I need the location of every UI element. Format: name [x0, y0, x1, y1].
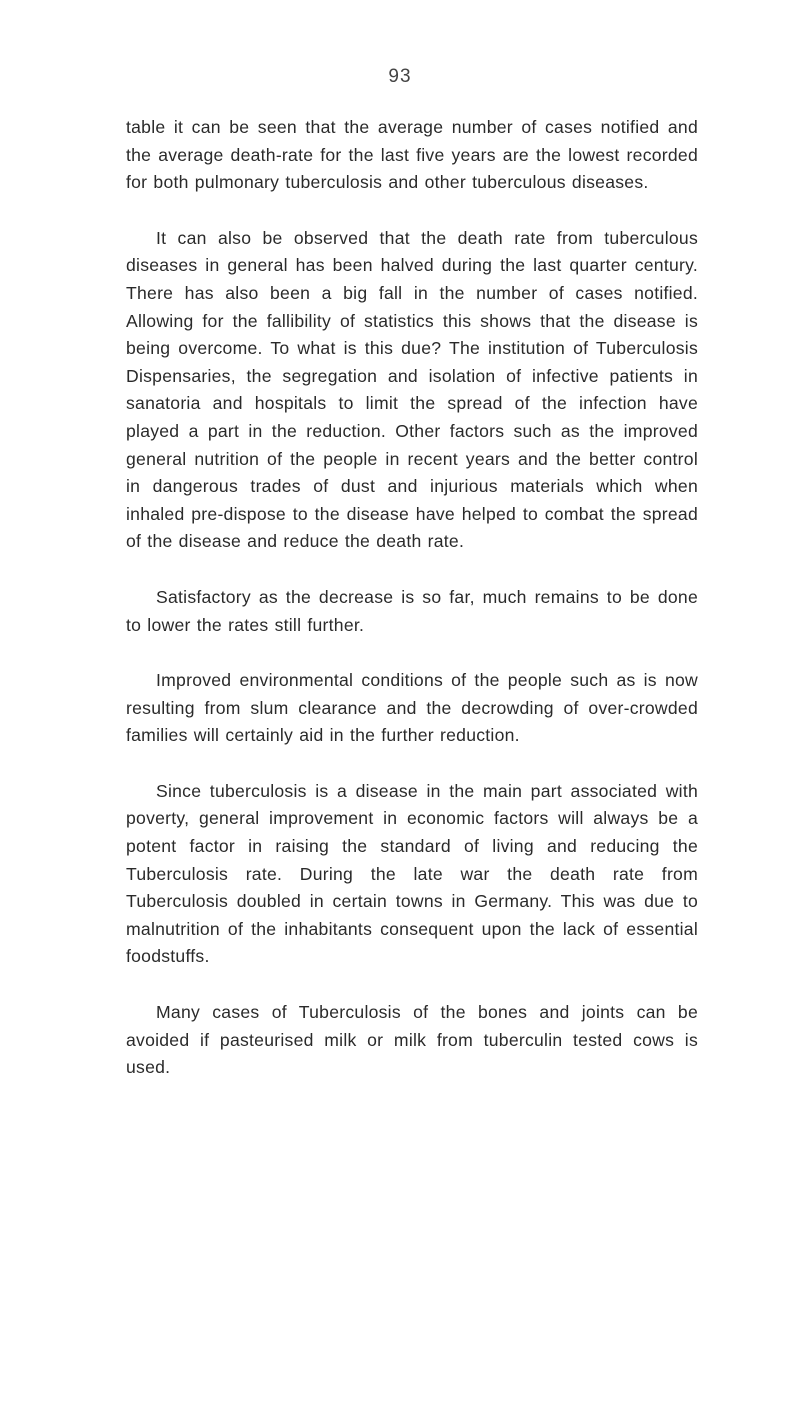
paragraph-bones-and-joints: Many cases of Tuberculosis of the bones and joints can be avoided if pasteurised milk or milk from tuberculin tested cows is used. [126, 1002, 698, 1078]
paragraph-environmental-conditions: Improved environmental conditions of the people such as is now resulting from slum clearance and the decrowding of over-crowded families will certainly aid in the further reduction. [126, 670, 698, 746]
paragraph-remaining-work: Satisfactory as the decrease is so far, much remains to be done to lower the rates still further. [126, 586, 698, 635]
paragraph-continuation: table it can be seen that the average number of cases notified and the average death-rate for the last five years are the lowest recorded for both pulmonary tuberculosis and other tuberculous diseases. [126, 117, 698, 193]
page-number: 93 [388, 66, 412, 87]
text-body [126, 114, 698, 1110]
paragraph-death-rate-trend: It can also be observed that the death rate from tuberculous diseases in general has been halved during the last quarter century. There has also been a big fall in the number of cases notified. Allowing for the fallibility of statistics this shows that the disease is being overcome. To what is this due? The institution of Tuberculosis Dispensaries, the segregation and isolation of infective patients in sanatoria and hospitals to limit the spread of the infection have played a part in the reduction. Other factors such as the improved general nutrition of the people in recent years and the better control in dangerous trades of dust and injurious materials which when inhaled pre-dispose to the disease have helped to combat the spread of the disease and reduce the death rate. [126, 227, 698, 552]
paragraph-economic-factors: Since tuberculosis is a disease in the main part associated with poverty, general improvement in economic factors will always be a potent factor in raising the standard of living and reducing the Tuberculosis rate. During the late war the death rate from Tuberculosis doubled in certain towns in Germany. This was due to malnutrition of the inhabitants consequent upon the lack of essential foodstuffs. [126, 780, 698, 967]
